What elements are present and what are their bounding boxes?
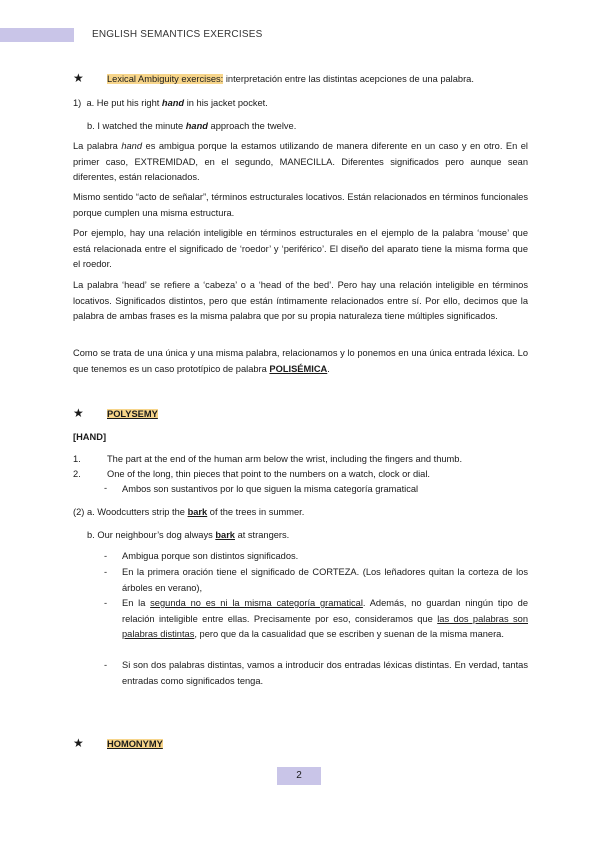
bullet-dash: - bbox=[104, 567, 108, 577]
definition-1: The part at the end of the human arm below the wrist, including the fingers and thumb. bbox=[107, 454, 463, 464]
header-title: ENGLISH SEMANTICS EXERCISES bbox=[92, 29, 263, 40]
bullet-two-entries: Si son dos palabras distintas, vamos a introducir dos entradas léxicas distintas. En verdad, tantas entradas como significados tenga. bbox=[122, 660, 528, 686]
bullet-dash: - bbox=[104, 551, 108, 561]
star-icon: ★ bbox=[73, 736, 84, 750]
paragraph-hand-ambiguity: La palabra hand es ambigua porque la estamos utilizando de manera diferente en un caso y en otro. En el primer caso, EXTREMIDAD, en el segundo, MANECILLA. Diferentes significados pero aunque sean diferentes, están relacionados. bbox=[73, 141, 528, 182]
hand-label: [HAND] bbox=[73, 432, 107, 442]
bullet-dash: - bbox=[104, 483, 108, 493]
star-icon: ★ bbox=[73, 406, 84, 420]
definition-2: One of the long, thin pieces that point to the numbers on a watch, clock or dial. bbox=[107, 469, 430, 479]
definition-2-number: 2. bbox=[73, 469, 81, 479]
bullet-dash: - bbox=[104, 660, 108, 670]
example-2a: (2) a. Woodcutters strip the bark of the trees in summer. bbox=[73, 507, 305, 517]
section-heading-homonymy: HOMONYMY bbox=[107, 739, 163, 749]
example-1a: 1) a. He put his right hand in his jacket pocket. bbox=[73, 98, 268, 108]
example-2b: b. Our neighbour’s dog always bark at strangers. bbox=[87, 530, 290, 540]
bullet-different-words: En la segunda no es ni la misma categoría gramatical. Además, no guardan ningún tipo de relación inteligible entre ellas. Precisamente por eso, consideramos que las dos palabras son palabras distintas, pero que da la casualidad que se escriben y suenan de la misma manera. bbox=[122, 598, 528, 639]
bullet-same-category: Ambos son sustantivos por lo que siguen la misma categoría gramatical bbox=[122, 484, 419, 494]
paragraph-polysemic-conclusion: Como se trata de una única y una misma palabra, relacionamos y lo ponemos en una única entrada léxica. Lo que tenemos es un caso prototípico de palabra POLISÉMICA. bbox=[73, 348, 528, 374]
star-icon: ★ bbox=[73, 71, 84, 85]
paragraph-mouse-example: Por ejemplo, hay una relación inteligible en términos estructurales en el ejemplo de la palabra ‘mouse’ que está relacionada entre el significado de ‘roedor’ y ‘periférico’. El diseño del aparato tiene la misma forma que el roedor. bbox=[73, 228, 528, 269]
paragraph-head-example: La palabra ‘head’ se refiere a ‘cabeza’ o a ‘head of the bed’. Pero hay una relación inteligible en términos locativos. Significados distintos, pero que están íntimamente relacionados entre sí. Por ello, decimos que la palabra de ambas frases es la misma palabra que por su propia naturaleza tiene múltiples significados. bbox=[73, 280, 528, 321]
section-heading-polysemy: POLYSEMY bbox=[107, 409, 158, 419]
bullet-ambiguous: Ambigua porque son distintos significados. bbox=[122, 551, 299, 561]
bullet-dash: - bbox=[104, 598, 108, 608]
header-accent-bar bbox=[0, 28, 74, 42]
page-number: 2 bbox=[296, 770, 302, 781]
section-heading-lexical: Lexical Ambiguity exercises: interpretación entre las distintas acepciones de una palabra. bbox=[107, 74, 474, 84]
definition-1-number: 1. bbox=[73, 454, 81, 464]
paragraph-same-sense: Mismo sentido “acto de señalar”, términos estructurales locativos. Están relacionados en términos funcionales porque cumplen una misma estructura. bbox=[73, 192, 528, 218]
bullet-corteza: En la primera oración tiene el significado de CORTEZA. (Los leñadores quitan la corteza de los árboles en verano), bbox=[122, 567, 528, 593]
example-1b: b. I watched the minute hand approach the twelve. bbox=[87, 121, 297, 131]
